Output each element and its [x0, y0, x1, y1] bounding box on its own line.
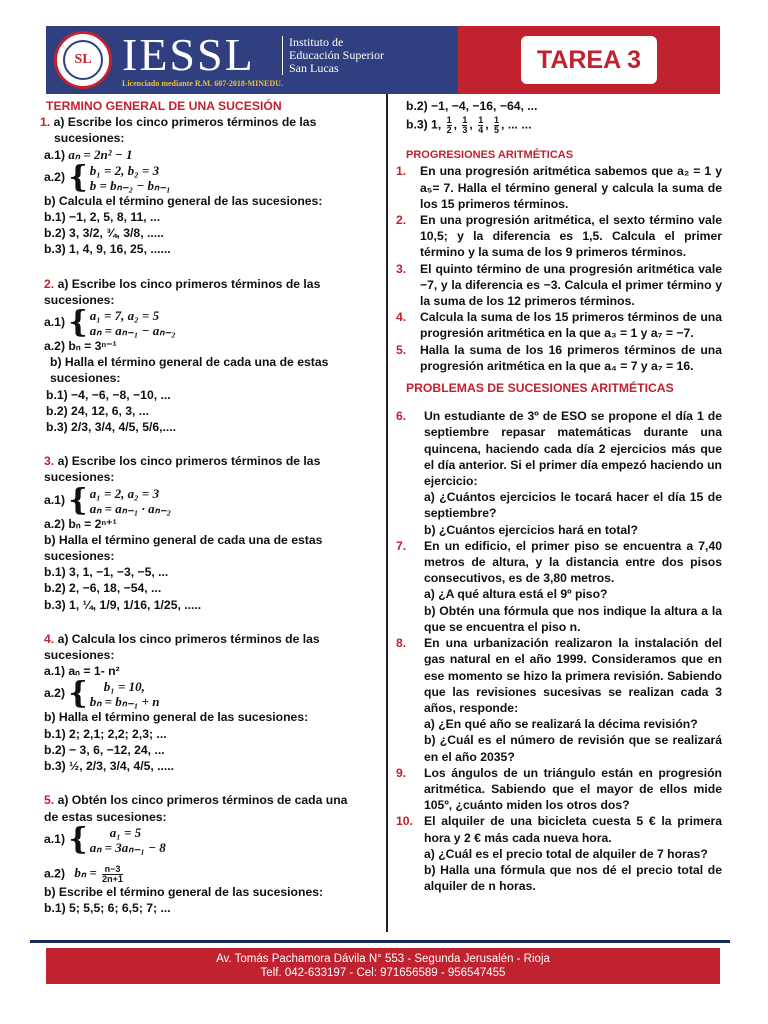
- q5-b3-frac-1: [447, 116, 452, 135]
- left-column: [32, 98, 376, 930]
- progression-item: [396, 309, 722, 341]
- q5-b3-frac-2: [462, 116, 467, 135]
- q5-b: b) Escribe el término general de las sucesiones:: [44, 884, 324, 899]
- problem-text: Los ángulos de un triángulo están en progresión aritmética. Sabiendo que el mayor de ellos mide 105º, ¿cuánto miden los otros dos?: [424, 765, 722, 813]
- q3-a1-row-1: a₁ = 2, a₂ = 3: [89, 485, 160, 501]
- problem-body: [424, 408, 722, 538]
- q2-a1-row-1: a₁ = 7, a₂ = 5: [89, 308, 160, 324]
- q1-a-line-2: sucesiones:: [54, 131, 125, 146]
- footer-address: Av. Tomás Pachamora Dávila N° 553 - Segunda Jerusalén - Rioja: [216, 953, 550, 965]
- progressions-list: [396, 163, 722, 374]
- footer-banner: [46, 948, 720, 984]
- q1-b1: b.1) −1, 2, 5, 8, 11, ...: [44, 210, 161, 225]
- q5-a2-numerator: n−3: [102, 865, 123, 875]
- q5-a2-label: a.2): [44, 866, 66, 881]
- q5-a1-system: [68, 821, 166, 857]
- q4-a-text: a) Calcula los cinco primeros términos de las: [57, 631, 320, 646]
- institute-line-1: Instituto de: [289, 35, 344, 49]
- q5-a1: [32, 821, 376, 857]
- progression-item: [396, 261, 722, 310]
- q5-a-line-2: de estas sucesiones:: [44, 809, 167, 824]
- brace-icon: {: [68, 305, 88, 341]
- problem-body: [424, 635, 722, 765]
- q1-a2-row-1: b₁ = 2, b₂ = 3: [89, 162, 160, 178]
- problem-body: [424, 538, 722, 635]
- q5-a2: [32, 865, 376, 884]
- problem-subquestion: b) Obtén una fórmula que nos indique la altura a la que se encuentra el piso n.: [424, 603, 722, 634]
- q4-a-line: [32, 631, 376, 647]
- q4-number: 4.: [44, 631, 55, 646]
- q5-b2: b.2) −1, −4, −16, −64, ...: [406, 99, 538, 113]
- q4-b: b) Halla el término general de las sucesiones:: [44, 710, 309, 725]
- q5-a2-denominator: 2n+1: [102, 873, 123, 884]
- q1-b: b) Calcula el término general de las sucesiones:: [44, 193, 323, 208]
- q1-b2: b.2) 3, 3/2, ¾, 3/8, .....: [44, 226, 164, 241]
- q4-b3: b.3) ½, 2/3, 3/4, 4/5, .....: [44, 759, 175, 774]
- q5-b3-frac-4: [494, 116, 499, 135]
- q4-b2: b.2) − 3, 6, −12, 24, ...: [44, 742, 165, 757]
- progression-number: 1.: [396, 164, 407, 179]
- q5-a1-row-2: aₙ = 3aₙ₋₁ − 8: [89, 839, 166, 855]
- frac-2-num: 1: [462, 115, 468, 126]
- seal-monogram: SL: [63, 40, 103, 80]
- question-4: [32, 631, 376, 774]
- q5-number: 5.: [44, 793, 55, 808]
- q5-b3: b.3) 1, $\frac{1}{2}$ , $\frac{1}{3}$ , $\frac{1}{4}$ , $\frac{1}{5}$ , ... ...: [406, 115, 532, 136]
- q3-a1-label: a.1): [44, 492, 66, 507]
- section-title-problemas: PROBLEMAS DE SUCESIONES ARITMÉTICAS: [406, 381, 674, 396]
- institute-seal-icon: [54, 31, 112, 89]
- q2-a-text: a) Escribe los cinco primeros términos de las: [57, 276, 321, 291]
- q2-b: b) Halla el término general de cada una de estas: [50, 355, 329, 370]
- progression-number: 2.: [396, 213, 407, 228]
- progression-text: Halla la suma de los 16 primeros términos de una progresión aritmética en la que a₄ = 7 y a₇ = 16.: [420, 342, 722, 373]
- problem-subquestion: a) ¿En qué año se realizará la décima revisión?: [424, 717, 698, 732]
- frac-3-den: 4: [478, 125, 484, 136]
- q4-a2-row-1: b₁ = 10,: [103, 679, 145, 695]
- institute-line-2: Educación Superior: [289, 48, 384, 62]
- progression-text: El quinto término de una progresión aritmética vale −7, y la diferencia es −3. Calcula el primer término y la suma de los 12 primeros términos.: [420, 261, 722, 309]
- q2-b-2: sucesiones:: [50, 371, 121, 386]
- q4-a2-label: a.2): [44, 686, 66, 701]
- q5-a1-label: a.1): [44, 831, 66, 846]
- brace-icon: {: [68, 159, 88, 195]
- q1-a-line: [32, 114, 376, 130]
- brand-name: IESSL: [122, 28, 255, 80]
- column-divider: [386, 94, 388, 932]
- progression-item: [396, 212, 722, 261]
- q1-a2-label: a.2): [44, 170, 66, 185]
- problem-body: [424, 813, 722, 894]
- q2-a1-label: a.1): [44, 315, 66, 330]
- q4-a2-row-2: bₙ = bₙ₋₁ + n: [89, 694, 160, 710]
- q3-a1-system: [68, 482, 172, 518]
- problem-text: En una urbanización realizaron la instalación del gas natural en el año 1999. Consideramos que en ese momento se hizo la primera revisión. Sabiendo que las revisiones sucesivas se realizan cada 3 años, responde:: [424, 636, 722, 715]
- q3-b: b) Halla el término general de cada una de estas: [44, 532, 323, 547]
- problem-subquestion: a) ¿A qué altura está el 9º piso?: [424, 587, 608, 602]
- problem-subquestion: b) Halla una fórmula que nos dé el precio total de alquiler de n horas.: [424, 862, 722, 894]
- progression-item: [396, 163, 722, 212]
- q3-a-line: [32, 453, 376, 469]
- problem-text: En un edificio, el primer piso se encuentra a 7,40 metros de altura, y la distancia entre dos pisos consecutivos, es de 3,80 metros.: [424, 538, 722, 586]
- problem-subquestion: b) ¿Cuál es el número de revisión que se realizará en el año 2035?: [424, 733, 722, 764]
- q2-b1: b.1) −4, −6, −8, −10, ...: [46, 387, 171, 402]
- brace-icon: {: [68, 821, 88, 857]
- q3-b1: b.1) 3, 1, −1, −3, −5, ...: [44, 565, 169, 580]
- q3-a2: a.2) bₙ = 2ⁿ⁺¹: [44, 516, 117, 531]
- frac-3-num: 1: [478, 115, 484, 126]
- problem-text: Un estudiante de 3º de ESO se propone el día 1 de septiembre repasar matemáticas durante una quincena, haciendo cada día 2 ejercicios más que el día anterior. Si el primer día empezó haciendo un ejercicio:: [424, 409, 722, 489]
- q3-b2: b.2) 2, −6, 18, −54, ...: [44, 581, 162, 596]
- problem-number: 9.: [396, 765, 407, 780]
- progression-text: En una progresión aritmética, el sexto término vale 10,5; y la diferencia es 1,5. Calcula el primer término y la suma de los 9 primeros términos.: [420, 213, 722, 260]
- q2-a1-row-2: aₙ = aₙ₋₁ − aₙ₋₂: [89, 323, 176, 339]
- q5-a2-var: bₙ =: [74, 865, 97, 881]
- problem-body: [424, 765, 722, 814]
- q1-b3: b.3) 1, 4, 9, 16, 25, ......: [44, 242, 171, 257]
- q1-a2-system: [68, 159, 171, 195]
- progression-text: Calcula la suma de los 15 primeros términos de una progresión aritmética en la que a₃ = 1 y a₇ = −7.: [420, 310, 722, 341]
- q2-a-line: [32, 276, 376, 292]
- q3-number: 3.: [44, 454, 55, 469]
- progression-number: 4.: [396, 310, 407, 325]
- progression-item: [396, 342, 722, 374]
- q2-b3: b.3) 2/3, 3/4, 4/5, 5/6,....: [46, 420, 177, 435]
- frac-4-den: 5: [494, 125, 500, 136]
- q3-a1: [32, 482, 376, 518]
- problem-text: El alquiler de una bicicleta cuesta 5 € la primera hora y 2 € más cada nueva hora.: [424, 814, 722, 845]
- q1-a2-row-2: b = bₙ₋₂ − bₙ₋₁: [89, 177, 171, 193]
- q1-a1-label: a.1): [44, 147, 66, 162]
- task-title: TAREA 3: [521, 36, 657, 84]
- progression-number: 3.: [396, 261, 407, 276]
- q3-b3: b.3) 1, ¼, 1/9, 1/16, 1/25, .....: [44, 597, 202, 612]
- q3-a1-row-2: aₙ = aₙ₋₁ · aₙ₋₂: [89, 500, 172, 516]
- q3-a-text: a) Escribe los cinco primeros términos de las: [57, 454, 321, 469]
- brace-icon: {: [68, 676, 88, 712]
- problem-number: 7.: [396, 538, 407, 553]
- q2-b2: b.2) 24, 12, 6, 3, ...: [46, 403, 149, 418]
- institute-line-3: San Lucas: [289, 61, 339, 75]
- problem-subquestion: b) ¿Cuántos ejercicios hará en total?: [424, 522, 639, 537]
- problem-subquestion: a) ¿Cuántos ejercicios le tocará hacer el día 15 de septiembre?: [424, 490, 722, 521]
- problem-number: 8.: [396, 636, 407, 651]
- q2-a-line-2: sucesiones:: [44, 292, 115, 307]
- question-1: [32, 114, 376, 257]
- question-2: [32, 276, 376, 436]
- q4-a2-system: [68, 676, 160, 712]
- progression-text: En una progresión aritmética sabemos que a₂ = 1 y a₅= 7. Halla el término general y calcula la suma de los 15 primeros términos.: [420, 164, 722, 211]
- q5-b3-tail: , ... ...: [501, 117, 532, 132]
- q5-a-text: a) Obtén los cinco primeros términos de cada una: [57, 793, 348, 808]
- progression-number: 5.: [396, 342, 407, 357]
- q3-a-line-2: sucesiones:: [44, 470, 115, 485]
- q1-a2: [32, 159, 376, 195]
- header-brand-panel: [46, 26, 458, 94]
- brace-icon: {: [68, 482, 88, 518]
- problem-subquestion: a) ¿Cuál es el precio total de alquiler de 7 horas?: [424, 846, 708, 861]
- q4-a-line-2: sucesiones:: [44, 648, 115, 663]
- right-column: [396, 98, 722, 894]
- problem-number: 6.: [396, 409, 407, 424]
- problem-item: [396, 765, 722, 814]
- q5-a-line: [32, 792, 376, 808]
- q1-number: 1.: [40, 115, 51, 130]
- q2-a1-system: [68, 305, 176, 341]
- frac-1-den: 2: [446, 125, 452, 136]
- q5-a2-fraction: [102, 865, 123, 884]
- q4-a1: a.1) aₙ = 1- n²: [44, 664, 120, 679]
- frac-1-num: 1: [446, 115, 452, 126]
- q2-a2: a.2) bₙ = 3ⁿ⁻¹: [44, 339, 117, 354]
- q5-b3-frac-3: [478, 116, 483, 135]
- footer-rule: [30, 940, 730, 943]
- q2-a1: [32, 305, 376, 341]
- frac-2-den: 3: [462, 125, 468, 136]
- problem-item: [396, 635, 722, 765]
- problems-list: [396, 408, 722, 894]
- section-title-term-general: TERMINO GENERAL DE UNA SUCESIÓN: [46, 99, 282, 113]
- section-title-progresiones: PROGRESIONES ARITMÉTICAS: [406, 149, 574, 162]
- question-5: [32, 792, 376, 916]
- q5-b1: b.1) 5; 5,5; 6; 6,5; 7; ...: [44, 900, 171, 915]
- header-banner: [46, 26, 720, 94]
- problem-number: 10.: [396, 814, 413, 829]
- question-3: [32, 453, 376, 613]
- footer-phones: Telf. 042-633197 - Cel: 971656589 - 956547455: [260, 967, 506, 979]
- frac-4-num: 1: [494, 115, 500, 126]
- q3-b-2: sucesiones:: [44, 549, 115, 564]
- problem-item: [396, 813, 722, 894]
- q1-a1-expr: aₙ = 2n² − 1: [68, 146, 133, 162]
- license-text: Licenciado mediante R.M. 607-2018-MINEDU.: [122, 79, 283, 88]
- problem-item: [396, 538, 722, 635]
- q5-b3-label: b.3) 1,: [406, 117, 442, 132]
- q4-b1: b.1) 2; 2,1; 2,2; 2,3; ...: [44, 726, 167, 741]
- q5-a1-row-1: a₁ = 5: [109, 824, 142, 840]
- q4-a2: [32, 676, 376, 712]
- q2-number: 2.: [44, 276, 55, 291]
- header-task-panel: [458, 26, 720, 94]
- problem-item: [396, 408, 722, 538]
- institute-name: [282, 36, 384, 75]
- q1-a-text: a) Escribe los cinco primeros términos de las: [53, 115, 317, 130]
